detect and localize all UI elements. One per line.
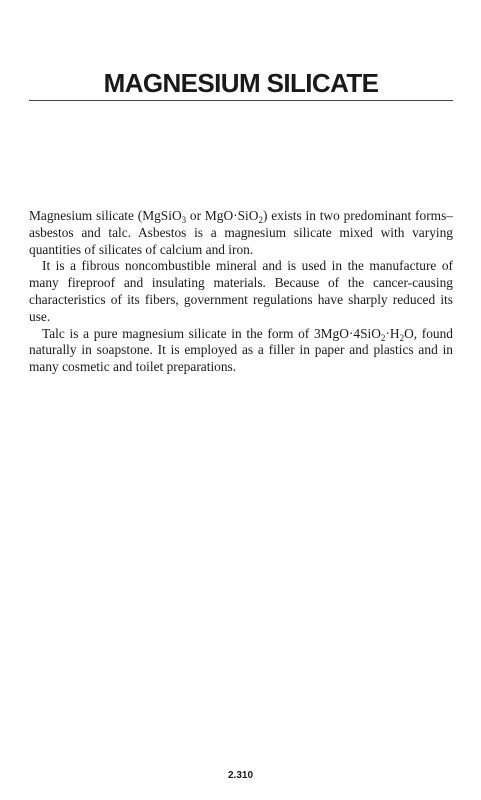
- subscript: 2: [380, 332, 386, 343]
- paragraph-1-text-a: Magnesium silicate (MgSiO: [29, 208, 182, 223]
- article-body: [29, 208, 453, 376]
- paragraph-3-text-a: Talc is a pure magnesium silicate in the form of 3MgO·4SiO: [42, 325, 381, 341]
- page-number: 2.310: [227, 770, 254, 781]
- page-title: MAGNESIUM SILICATE: [103, 68, 379, 98]
- paragraph-1-text-b: or MgO·SiO: [186, 208, 259, 223]
- subscript: 2: [258, 215, 263, 225]
- paragraph-3-text-c: O, found naturally in soapstone. It is employed as a filler in paper and plastics and in many cosmetic and toilet preparations.: [29, 325, 454, 375]
- paragraph-1: [29, 208, 453, 258]
- paragraph-1-text-c: ) exists in two predominant forms–asbestos and talc. Asbestos is a magnesium silicate mixed with varying quantities of silicates of calcium and iron.: [29, 208, 453, 257]
- title-rule: [29, 100, 453, 101]
- paragraph-3: [29, 326, 453, 376]
- subscript: 2: [399, 332, 405, 343]
- paragraph-2: It is a fibrous noncombustible mineral and is used in the manufacture of many fireproof and insulating materials. Because of the cancer-causing characteristics of its fibers, government regulations have sharply reduced its use.: [29, 258, 453, 324]
- subscript: 3: [181, 215, 187, 225]
- paragraph-3-text-b: ·H: [385, 325, 400, 341]
